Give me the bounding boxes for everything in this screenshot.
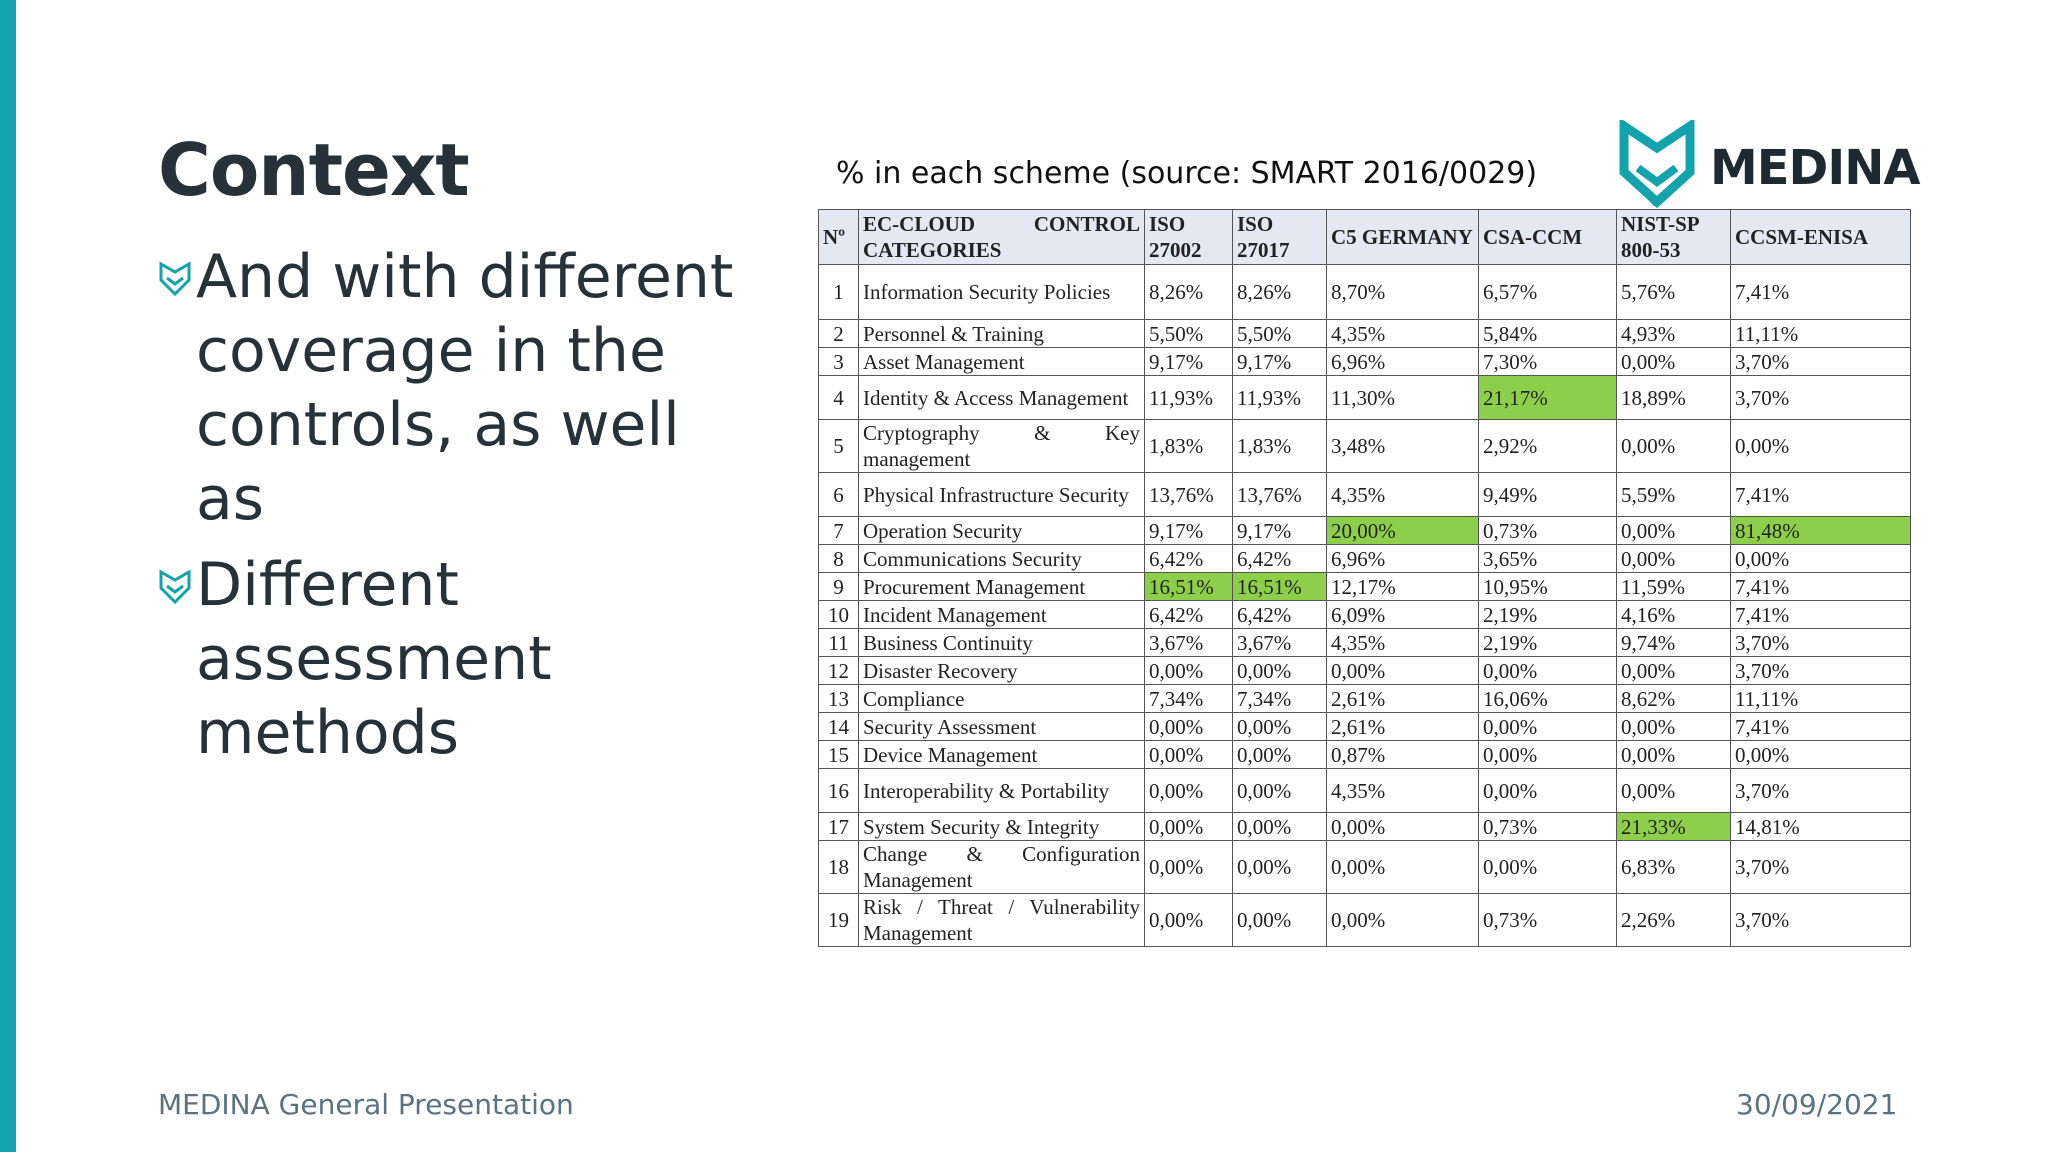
percentage-cell: 4,93% (1617, 320, 1731, 348)
percentage-cell: 3,65% (1479, 545, 1617, 573)
logo-text: MEDINA (1710, 140, 1920, 196)
category-cell: Communications Security (859, 545, 1145, 573)
percentage-cell: 6,42% (1233, 601, 1327, 629)
row-number: 6 (819, 473, 859, 517)
row-number: 18 (819, 841, 859, 894)
table-row (819, 841, 1911, 894)
percentage-cell: 9,17% (1145, 348, 1233, 376)
table-row (819, 420, 1911, 473)
percentage-cell: 0,00% (1145, 713, 1233, 741)
percentage-cell: 0,00% (1617, 348, 1731, 376)
row-number: 15 (819, 741, 859, 769)
percentage-cell: 9,49% (1479, 473, 1617, 517)
percentage-cell: 4,35% (1327, 769, 1479, 813)
percentage-cell: 3,67% (1145, 629, 1233, 657)
percentage-cell: 9,17% (1145, 517, 1233, 545)
percentage-cell: 6,42% (1145, 601, 1233, 629)
percentage-cell: 4,35% (1327, 629, 1479, 657)
percentage-cell: 3,48% (1327, 420, 1479, 473)
percentage-cell: 7,41% (1731, 573, 1911, 601)
percentage-cell: 2,61% (1327, 685, 1479, 713)
percentage-cell: 0,00% (1145, 657, 1233, 685)
percentage-cell: 0,00% (1327, 841, 1479, 894)
header-c5-germany: C5 GERMANY (1327, 210, 1479, 265)
percentage-cell: 2,26% (1617, 894, 1731, 947)
accent-bar (0, 0, 16, 1152)
slide-title: Context (158, 128, 469, 212)
table-header-row (819, 210, 1911, 265)
percentage-cell: 7,41% (1731, 265, 1911, 320)
percentage-cell: 5,76% (1617, 265, 1731, 320)
bullet-item (158, 548, 738, 770)
table-row (819, 769, 1911, 813)
percentage-cell: 0,73% (1479, 813, 1617, 841)
percentage-cell: 0,00% (1145, 741, 1233, 769)
percentage-cell: 0,00% (1233, 741, 1327, 769)
percentage-cell: 9,74% (1617, 629, 1731, 657)
percentage-cell: 0,00% (1479, 841, 1617, 894)
percentage-cell: 0,00% (1145, 769, 1233, 813)
table-caption: % in each scheme (source: SMART 2016/0029) (836, 156, 1538, 191)
row-number: 7 (819, 517, 859, 545)
footer-presentation-name: MEDINA General Presentation (158, 1088, 574, 1121)
percentage-cell: 2,19% (1479, 601, 1617, 629)
percentage-cell: 0,87% (1327, 741, 1479, 769)
percentage-cell: 8,62% (1617, 685, 1731, 713)
percentage-cell: 0,00% (1327, 657, 1479, 685)
percentage-cell: 4,16% (1617, 601, 1731, 629)
table-row (819, 545, 1911, 573)
percentage-cell: 3,70% (1731, 769, 1911, 813)
percentage-cell: 11,30% (1327, 376, 1479, 420)
scheme-coverage-table (818, 209, 1911, 947)
percentage-cell: 20,00% (1327, 517, 1479, 545)
percentage-cell: 11,93% (1233, 376, 1327, 420)
table-row (819, 894, 1911, 947)
row-number: 5 (819, 420, 859, 473)
percentage-cell: 0,00% (1233, 841, 1327, 894)
percentage-cell: 0,00% (1617, 545, 1731, 573)
bullet-text: Different assessment methods (196, 550, 552, 768)
percentage-cell: 3,67% (1233, 629, 1327, 657)
table-row (819, 376, 1911, 420)
percentage-cell: 9,17% (1233, 517, 1327, 545)
row-number: 2 (819, 320, 859, 348)
table-row (819, 629, 1911, 657)
table-row (819, 813, 1911, 841)
percentage-cell: 5,59% (1617, 473, 1731, 517)
percentage-cell: 6,96% (1327, 348, 1479, 376)
percentage-cell: 11,59% (1617, 573, 1731, 601)
percentage-cell: 3,70% (1731, 348, 1911, 376)
row-number: 14 (819, 713, 859, 741)
bullet-item (158, 240, 738, 536)
percentage-cell: 3,70% (1731, 376, 1911, 420)
percentage-cell: 13,76% (1145, 473, 1233, 517)
percentage-cell: 0,00% (1327, 813, 1479, 841)
percentage-cell: 0,00% (1479, 657, 1617, 685)
header-number: Nº (819, 210, 859, 265)
percentage-cell: 0,00% (1617, 657, 1731, 685)
header-ccsm-enisa: CCSM-ENISA (1731, 210, 1911, 265)
percentage-cell: 16,06% (1479, 685, 1617, 713)
percentage-cell: 3,70% (1731, 894, 1911, 947)
percentage-cell: 1,83% (1233, 420, 1327, 473)
percentage-cell: 6,57% (1479, 265, 1617, 320)
percentage-cell: 5,84% (1479, 320, 1617, 348)
percentage-cell: 0,00% (1479, 741, 1617, 769)
percentage-cell: 11,93% (1145, 376, 1233, 420)
table-row (819, 265, 1911, 320)
category-cell: System Security & Integrity (859, 813, 1145, 841)
category-cell: Incident Management (859, 601, 1145, 629)
percentage-cell: 0,00% (1145, 841, 1233, 894)
percentage-cell: 8,70% (1327, 265, 1479, 320)
category-cell: Risk / Threat / Vulnerability Management (859, 894, 1145, 947)
percentage-cell: 0,00% (1233, 657, 1327, 685)
percentage-cell: 7,34% (1145, 685, 1233, 713)
header-iso-27017: ISO 27017 (1233, 210, 1327, 265)
table-row (819, 573, 1911, 601)
row-number: 16 (819, 769, 859, 813)
category-cell: Information Security Policies (859, 265, 1145, 320)
category-cell: Asset Management (859, 348, 1145, 376)
percentage-cell: 10,95% (1479, 573, 1617, 601)
percentage-cell: 14,81% (1731, 813, 1911, 841)
category-cell: Cryptography & Key management (859, 420, 1145, 473)
table-row (819, 713, 1911, 741)
percentage-cell: 3,70% (1731, 841, 1911, 894)
shield-bullet-icon (158, 568, 192, 606)
percentage-cell: 6,42% (1233, 545, 1327, 573)
percentage-cell: 0,73% (1479, 517, 1617, 545)
percentage-cell: 0,00% (1233, 894, 1327, 947)
row-number: 8 (819, 545, 859, 573)
percentage-cell: 7,34% (1233, 685, 1327, 713)
percentage-cell: 16,51% (1145, 573, 1233, 601)
row-number: 11 (819, 629, 859, 657)
percentage-cell: 0,00% (1617, 713, 1731, 741)
percentage-cell: 2,61% (1327, 713, 1479, 741)
percentage-cell: 0,73% (1479, 894, 1617, 947)
shield-bullet-icon (158, 260, 192, 298)
percentage-cell: 6,42% (1145, 545, 1233, 573)
percentage-cell: 3,70% (1731, 629, 1911, 657)
percentage-cell: 5,50% (1145, 320, 1233, 348)
percentage-cell: 4,35% (1327, 473, 1479, 517)
percentage-cell: 0,00% (1731, 545, 1911, 573)
percentage-cell: 12,17% (1327, 573, 1479, 601)
category-cell: Device Management (859, 741, 1145, 769)
percentage-cell: 6,09% (1327, 601, 1479, 629)
percentage-cell: 0,00% (1617, 420, 1731, 473)
category-cell: Business Continuity (859, 629, 1145, 657)
row-number: 19 (819, 894, 859, 947)
percentage-cell: 0,00% (1617, 517, 1731, 545)
header-category: EC-CLOUD CONTROL CATEGORIES (859, 210, 1145, 265)
row-number: 10 (819, 601, 859, 629)
percentage-cell: 7,41% (1731, 713, 1911, 741)
percentage-cell: 7,30% (1479, 348, 1617, 376)
table-row (819, 741, 1911, 769)
percentage-cell: 0,00% (1731, 741, 1911, 769)
percentage-cell: 0,00% (1479, 713, 1617, 741)
header-iso-27002: ISO 27002 (1145, 210, 1233, 265)
percentage-cell: 0,00% (1145, 813, 1233, 841)
table-row (819, 473, 1911, 517)
row-number: 17 (819, 813, 859, 841)
category-cell: Security Assessment (859, 713, 1145, 741)
table-row (819, 657, 1911, 685)
row-number: 4 (819, 376, 859, 420)
percentage-cell: 4,35% (1327, 320, 1479, 348)
header-csa-ccm: CSA-CCM (1479, 210, 1617, 265)
table-row (819, 601, 1911, 629)
percentage-cell: 9,17% (1233, 348, 1327, 376)
percentage-cell: 0,00% (1731, 420, 1911, 473)
category-cell: Interoperability & Portability (859, 769, 1145, 813)
percentage-cell: 18,89% (1617, 376, 1731, 420)
footer-date: 30/09/2021 (1736, 1088, 1898, 1121)
percentage-cell: 0,00% (1617, 741, 1731, 769)
table-row (819, 320, 1911, 348)
percentage-cell: 0,00% (1233, 813, 1327, 841)
percentage-cell: 8,26% (1145, 265, 1233, 320)
row-number: 13 (819, 685, 859, 713)
percentage-cell: 6,83% (1617, 841, 1731, 894)
percentage-cell: 21,17% (1479, 376, 1617, 420)
percentage-cell: 16,51% (1233, 573, 1327, 601)
percentage-cell: 11,11% (1731, 685, 1911, 713)
percentage-cell: 2,92% (1479, 420, 1617, 473)
percentage-cell: 7,41% (1731, 473, 1911, 517)
percentage-cell: 0,00% (1233, 769, 1327, 813)
percentage-cell: 0,00% (1479, 769, 1617, 813)
bullet-list (158, 240, 738, 782)
table-row (819, 517, 1911, 545)
percentage-cell: 11,11% (1731, 320, 1911, 348)
category-cell: Compliance (859, 685, 1145, 713)
category-cell: Procurement Management (859, 573, 1145, 601)
row-number: 1 (819, 265, 859, 320)
percentage-cell: 0,00% (1145, 894, 1233, 947)
category-cell: Change & Configuration Management (859, 841, 1145, 894)
table-body (819, 265, 1911, 947)
percentage-cell: 0,00% (1233, 713, 1327, 741)
percentage-cell: 1,83% (1145, 420, 1233, 473)
category-cell: Disaster Recovery (859, 657, 1145, 685)
percentage-cell: 81,48% (1731, 517, 1911, 545)
percentage-cell: 7,41% (1731, 601, 1911, 629)
category-cell: Identity & Access Management (859, 376, 1145, 420)
percentage-cell: 3,70% (1731, 657, 1911, 685)
percentage-cell: 13,76% (1233, 473, 1327, 517)
percentage-cell: 0,00% (1617, 769, 1731, 813)
medina-logo-icon (1618, 120, 1696, 210)
category-cell: Personnel & Training (859, 320, 1145, 348)
row-number: 3 (819, 348, 859, 376)
row-number: 9 (819, 573, 859, 601)
bullet-text: And with different coverage in the controls, as well as (196, 242, 734, 534)
header-nist-sp: NIST-SP 800-53 (1617, 210, 1731, 265)
percentage-cell: 0,00% (1327, 894, 1479, 947)
percentage-cell: 5,50% (1233, 320, 1327, 348)
medina-logo (1618, 120, 1928, 212)
category-cell: Physical Infrastructure Security (859, 473, 1145, 517)
table-row (819, 685, 1911, 713)
percentage-cell: 6,96% (1327, 545, 1479, 573)
percentage-cell: 8,26% (1233, 265, 1327, 320)
table-row (819, 348, 1911, 376)
percentage-cell: 2,19% (1479, 629, 1617, 657)
percentage-cell: 21,33% (1617, 813, 1731, 841)
row-number: 12 (819, 657, 859, 685)
category-cell: Operation Security (859, 517, 1145, 545)
